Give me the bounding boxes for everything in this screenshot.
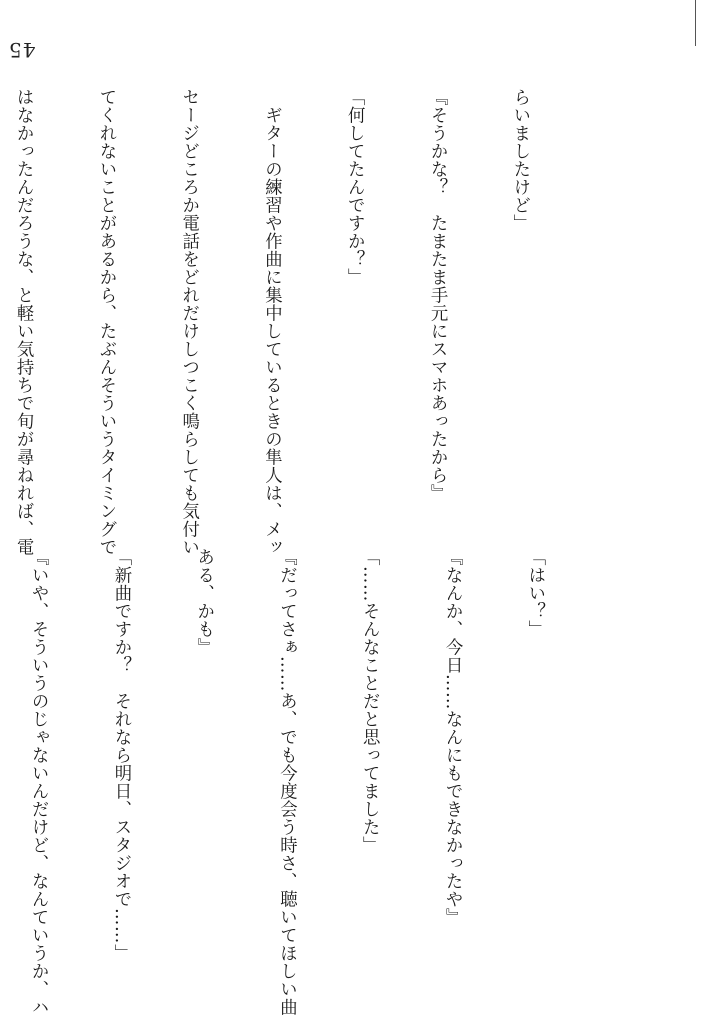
- text-line: セージどころか電話をどれだけしつこく鳴らしても気付い: [178, 88, 199, 556]
- text-line: 『そうかな？ たまたま手元にスマホあったから』: [427, 88, 448, 502]
- text-line: 「……そんなことだと思ってました」: [359, 548, 380, 854]
- text-line: ギターの練習や作曲に集中しているときの隼人は、メッ: [261, 88, 282, 556]
- lower-text-block: [0, 548, 603, 1016]
- text-line: ある、かも』: [193, 548, 214, 656]
- text-line: 「はい？」: [524, 548, 545, 638]
- page-number: 45: [8, 38, 36, 62]
- corner-trim-line: [695, 0, 696, 46]
- text-line: 『だってさぁ……あ、でも今度会う時さ、聴いてほしい曲: [276, 548, 297, 1016]
- text-line: てくれないことがあるから、たぶんそういうタイミングで: [95, 88, 116, 556]
- text-line: 「新曲ですか？ それなら明日、スタジオで……」: [110, 548, 131, 962]
- text-line: 『いや、そういうのじゃないんだけど、なんていうか、ハ: [28, 548, 49, 1016]
- text-line: らいましたけど」: [509, 88, 530, 232]
- text-line: 「何してたんですか？」: [344, 88, 365, 286]
- text-line: 『なんか、今日……なんにもできなかったや』: [442, 548, 463, 926]
- upper-text-block: [0, 88, 588, 556]
- text-line: はなかったんだろうな、と軽い気持ちで旬が尋ねれば、電: [13, 88, 34, 556]
